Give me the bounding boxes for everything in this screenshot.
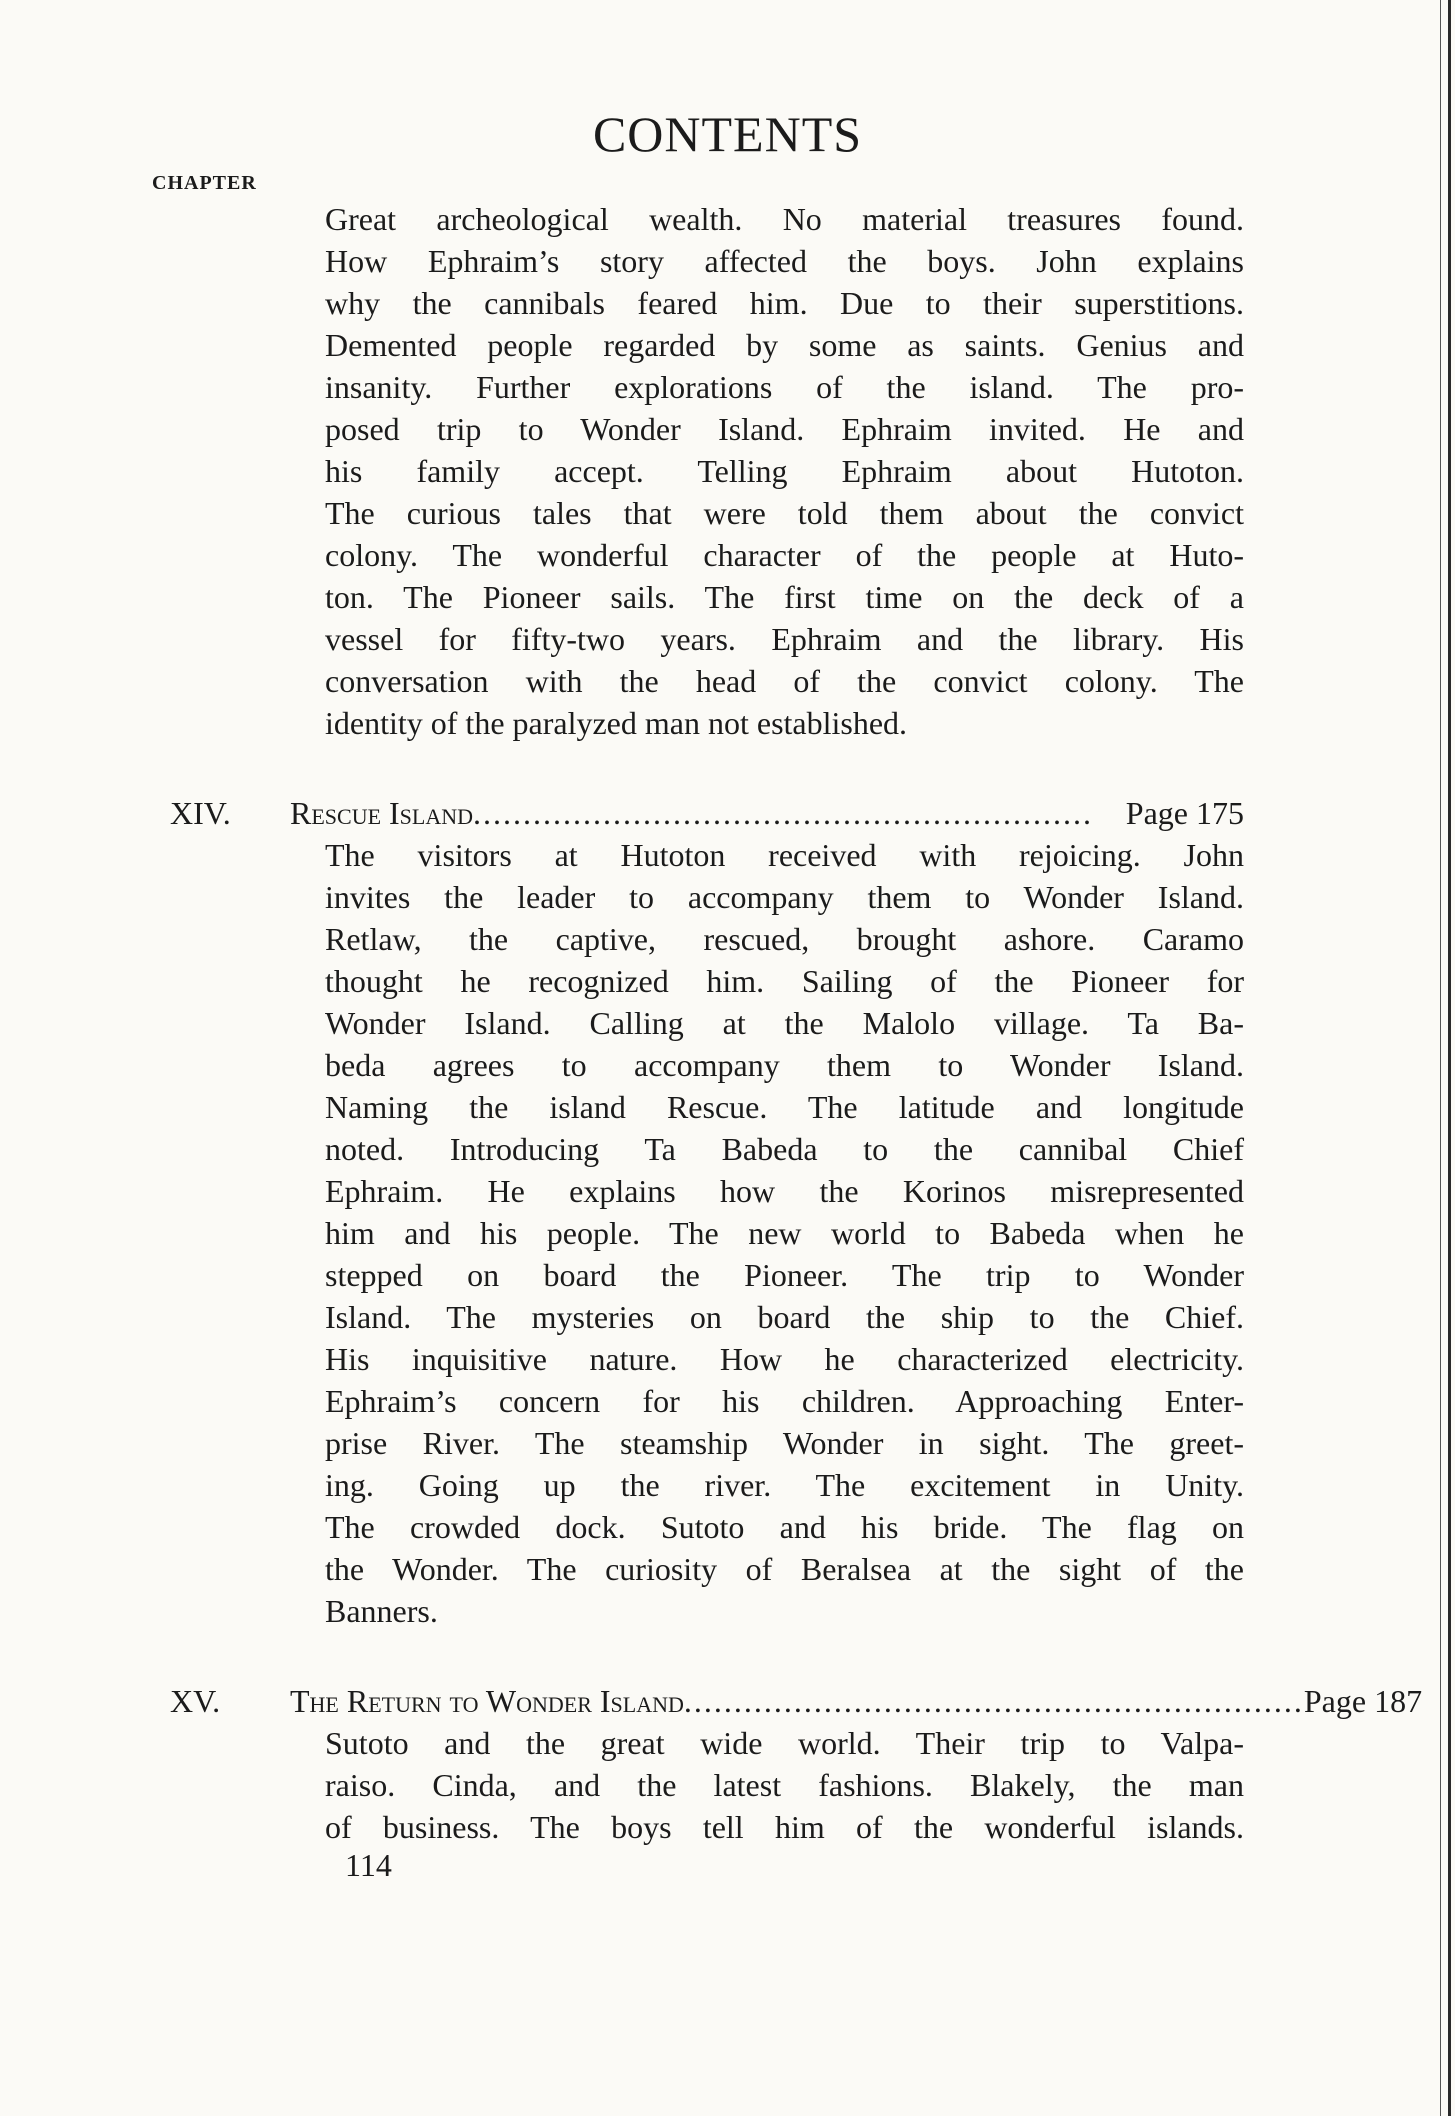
synopsis-line: Naming the island Rescue. The latitude and longitude — [325, 1089, 1244, 1125]
synopsis-line: Retlaw, the captive, rescued, brought ashore. Caramo — [325, 921, 1244, 957]
synopsis-line: posed trip to Wonder Island. Ephraim invited. He and — [325, 411, 1244, 447]
leader-dots: .............................................................. — [683, 1683, 1304, 1719]
synopsis-line: Banners. — [325, 1593, 438, 1629]
intro-synopsis — [325, 198, 1244, 744]
leader-dots: .............................................................. — [473, 795, 1094, 831]
chapter-page: Page 175 — [1125, 795, 1244, 831]
chapter-number: XIV. — [170, 795, 231, 831]
synopsis-line: invites the leader to accompany them to Wonder Island. — [325, 879, 1244, 915]
synopsis-line: vessel for fifty-two years. Ephraim and the library. His — [325, 621, 1244, 657]
chapter-synopsis-xv — [325, 1722, 1244, 1848]
synopsis-line: Ephraim’s concern for his children. Approaching Enter- — [325, 1383, 1244, 1419]
synopsis-line: prise River. The steamship Wonder in sight. The greet- — [325, 1425, 1244, 1461]
synopsis-line: the Wonder. The curiosity of Beralsea at the sight of the — [325, 1551, 1244, 1587]
chapter-synopsis-xiv — [325, 834, 1244, 1632]
synopsis-line: why the cannibals feared him. Due to their superstitions. — [325, 285, 1244, 321]
chapter-page: Page 187 — [1303, 1683, 1423, 1719]
synopsis-line: conversation with the head of the convict colony. The — [325, 663, 1244, 699]
synopsis-line: his family accept. Telling Ephraim about Hutoton. — [325, 453, 1244, 489]
chapter-heading-xiv — [170, 792, 1244, 834]
synopsis-line: stepped on board the Pioneer. The trip to Wonder — [325, 1257, 1244, 1293]
synopsis-line: identity of the paralyzed man not established. — [325, 705, 908, 741]
synopsis-line: colony. The wonderful character of the people at Huto- — [325, 537, 1244, 573]
synopsis-line: thought he recognized him. Sailing of the Pioneer for — [325, 963, 1244, 999]
synopsis-line: of business. The boys tell him of the wonderful islands. — [325, 1809, 1244, 1845]
synopsis-line: noted. Introducing Ta Babeda to the cannibal Chief — [325, 1131, 1244, 1167]
chapter-column-label: CHAPTER — [152, 172, 257, 194]
synopsis-line: The curious tales that were told them about the convict — [325, 495, 1244, 531]
synopsis-line: Ephraim. He explains how the Korinos misrepresented — [325, 1173, 1244, 1209]
synopsis-line: him and his people. The new world to Babeda when he — [325, 1215, 1244, 1251]
page-edge-rule-inner — [1440, 0, 1441, 2116]
synopsis-line: The visitors at Hutoton received with rejoicing. John — [325, 837, 1244, 873]
page-edge-rule — [1448, 0, 1451, 2116]
synopsis-line: Sutoto and the great wide world. Their trip to Valpa- — [325, 1725, 1244, 1761]
synopsis-line: insanity. Further explorations of the island. The pro- — [325, 369, 1244, 405]
page-number: 114 — [345, 1847, 392, 1883]
chapter-number: XV. — [170, 1683, 221, 1719]
synopsis-line: ing. Going up the river. The excitement in Unity. — [325, 1467, 1244, 1503]
chapter-title: The Return to Wonder Island — [290, 1683, 684, 1719]
synopsis-line: raiso. Cinda, and the latest fashions. Blakely, the man — [325, 1767, 1244, 1803]
synopsis-line: Wonder Island. Calling at the Malolo village. Ta Ba- — [325, 1005, 1244, 1041]
chapter-heading-xv — [170, 1680, 1423, 1722]
synopsis-line: Demented people regarded by some as saints. Genius and — [325, 327, 1244, 363]
synopsis-line: beda agrees to accompany them to Wonder Island. — [325, 1047, 1244, 1083]
synopsis-line: The crowded dock. Sutoto and his bride. The flag on — [325, 1509, 1244, 1545]
synopsis-line: His inquisitive nature. How he characterized electricity. — [325, 1341, 1244, 1377]
synopsis-line: Island. The mysteries on board the ship to the Chief. — [325, 1299, 1244, 1335]
synopsis-line: How Ephraim’s story affected the boys. John explains — [325, 243, 1244, 279]
synopsis-line: ton. The Pioneer sails. The first time on the deck of a — [325, 579, 1244, 615]
page-title: CONTENTS — [592, 106, 863, 162]
chapter-title: Rescue Island — [290, 795, 474, 831]
synopsis-line: Great archeological wealth. No material treasures found. — [325, 201, 1244, 237]
